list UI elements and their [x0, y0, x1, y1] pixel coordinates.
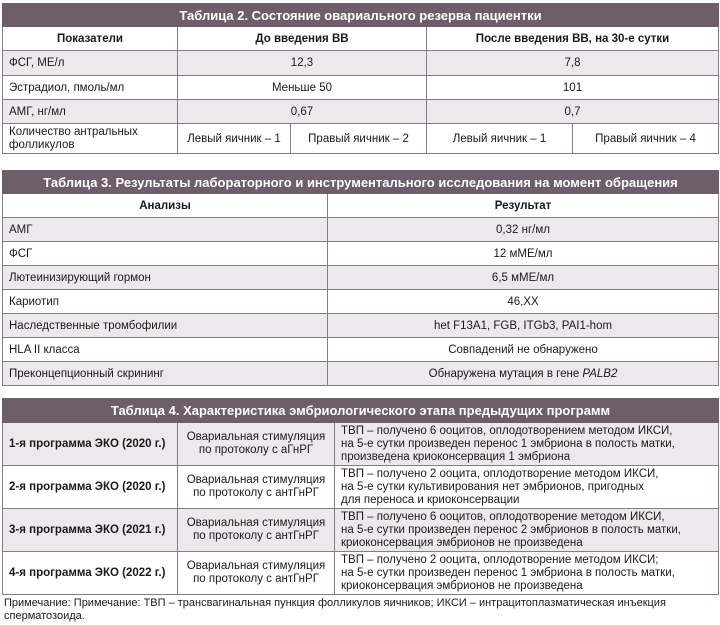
stim-line: Овариальная стимуляция — [186, 431, 326, 443]
stim-line: по протоколу с антГнРГ — [193, 573, 319, 585]
program-name: 4-я программа ЭКО (2022 г.) — [3, 552, 178, 595]
row-label: ФСГ, МЕ/л — [3, 51, 178, 76]
row-label: АМГ — [3, 218, 328, 242]
program-name: 3-я программа ЭКО (2021 г.) — [3, 509, 178, 552]
row-label: Кариотип — [3, 290, 328, 314]
result-line: криоконсервация эмбрионов не произведена — [341, 536, 583, 549]
row-label: Преконцепционный скрининг — [3, 362, 328, 386]
table-row — [3, 51, 719, 76]
table-ovarian-reserve — [2, 3, 719, 154]
row-label: HLA II класса — [3, 338, 328, 362]
table-row — [3, 423, 719, 466]
follicles-before-left: Левый яичник – 1 — [178, 124, 291, 154]
table-row — [3, 362, 719, 386]
footnote-line1: Примечание: Примечание: ТВП – трансвагинальная пункция фолликулов яичников; ИКСИ – интрацитоплазматическая инъекция — [4, 597, 666, 609]
row-value-before: 12,3 — [178, 51, 427, 76]
stim-line: Овариальная стимуляция — [186, 474, 326, 486]
program-name: 2-я программа ЭКО (2020 г.) — [3, 466, 178, 509]
row-value: Совпадений не обнаружено — [328, 338, 719, 362]
row-value: 12 мМЕ/мл — [328, 242, 719, 266]
row-value: het F13A1, FGB, ITGb3, PAI1-hom — [328, 314, 719, 338]
stimulation-cell — [178, 466, 335, 509]
row-label — [3, 124, 178, 154]
table2-header-before: До введения ВВ — [178, 27, 427, 51]
table-row — [3, 76, 719, 100]
table-row — [3, 266, 719, 290]
row-value-after: 101 — [427, 76, 719, 100]
table-row — [3, 100, 719, 124]
table-lab-results — [2, 170, 719, 386]
value-prefix: Обнаружена мутация в гене — [428, 367, 583, 380]
result-line: криоконсервация эмбрионов не произведена — [341, 579, 583, 592]
result-line: произведена криоконсервация 1 эмбриона — [341, 450, 571, 463]
row-label: Лютеинизирующий гормон — [3, 266, 328, 290]
result-line: ТВП – получено 2 ооцита, оплодотворение методом ИКСИ; — [341, 553, 659, 566]
result-cell — [335, 552, 719, 595]
table3-title: Таблица 3. Результаты лабораторного и инструментального исследования на момент обращения — [3, 171, 719, 194]
result-line: на 5-е сутки произведен перенос 1 эмбриона в полость матки, — [341, 437, 675, 450]
table-row — [3, 218, 719, 242]
stim-line: по протоколу с антГнРГ — [193, 530, 319, 542]
result-line: ТВП – получено 6 ооцитов, оплодотворением методом ИКСИ, — [341, 424, 673, 437]
row-label: Эстрадиол, пмоль/мл — [3, 76, 178, 100]
table-embryology — [2, 398, 719, 595]
table2-title: Таблица 2. Состояние овариального резерва пациентки — [3, 4, 719, 27]
gene-name: PALB2 — [582, 367, 618, 380]
table4-title: Таблица 4. Характеристика эмбриологического этапа предыдущих программ — [3, 399, 719, 423]
result-line: ТВП – получено 2 ооцита, оплодотворение методом ИКСИ, — [341, 467, 659, 480]
table-row — [3, 124, 719, 154]
footnote-line2: сперматозоида. — [4, 610, 85, 622]
table-row — [3, 509, 719, 552]
follicles-label-line2: фолликулов — [9, 138, 75, 151]
table-row — [3, 290, 719, 314]
table-row — [3, 338, 719, 362]
result-line: ТВП – получено 6 ооцитов, оплодотворение методом ИКСИ, — [341, 510, 665, 523]
table3-header-analyses: Анализы — [3, 194, 328, 218]
row-value-after: 7,8 — [427, 51, 719, 76]
result-line: на 5-е сутки произведен перенос 1 эмбриона в полость матки, — [341, 566, 675, 579]
row-value: 46,XX — [328, 290, 719, 314]
row-label: Наследственные тромбофилии — [3, 314, 328, 338]
stimulation-cell — [178, 423, 335, 466]
table3-header-result: Результат — [328, 194, 719, 218]
table-row — [3, 314, 719, 338]
result-cell — [335, 423, 719, 466]
row-value-before: Меньше 50 — [178, 76, 427, 100]
result-line: для переноса и криоконсервации — [341, 493, 520, 506]
follicles-after-left: Левый яичник – 1 — [427, 124, 573, 154]
follicles-label-line1: Количество антральных — [9, 125, 138, 138]
follicles-after-right: Правый яичник – 4 — [573, 124, 719, 154]
program-name: 1-я программа ЭКО (2020 г.) — [3, 423, 178, 466]
result-line: на 5-е сутки культивирования нет эмбрионов, пригодных — [341, 480, 644, 493]
table-row — [3, 242, 719, 266]
stim-line: Овариальная стимуляция — [186, 560, 326, 572]
row-value — [328, 362, 719, 386]
row-value: 0,32 нг/мл — [328, 218, 719, 242]
follicles-before-right: Правый яичник – 2 — [291, 124, 427, 154]
stimulation-cell — [178, 552, 335, 595]
row-value: 6,5 мМЕ/мл — [328, 266, 719, 290]
stimulation-cell — [178, 509, 335, 552]
stim-line: Овариальная стимуляция — [186, 517, 326, 529]
row-label: АМГ, нг/мл — [3, 100, 178, 124]
result-line: на 5-е сутки произведен перенос 2 эмбрионов в полость матки, — [341, 523, 681, 536]
table2-header-after: После введения ВВ, на 30-е сутки — [427, 27, 719, 51]
row-label: ФСГ — [3, 242, 328, 266]
result-cell — [335, 466, 719, 509]
row-value-after: 0,7 — [427, 100, 719, 124]
row-value-before: 0,67 — [178, 100, 427, 124]
stim-line: по протоколу с аГнРГ — [198, 444, 314, 456]
stim-line: по протоколу с антГнРГ — [193, 487, 319, 499]
result-cell — [335, 509, 719, 552]
table-row — [3, 552, 719, 595]
footnote — [4, 597, 716, 623]
table2-header-indicator: Показатели — [3, 27, 178, 51]
table-row — [3, 466, 719, 509]
